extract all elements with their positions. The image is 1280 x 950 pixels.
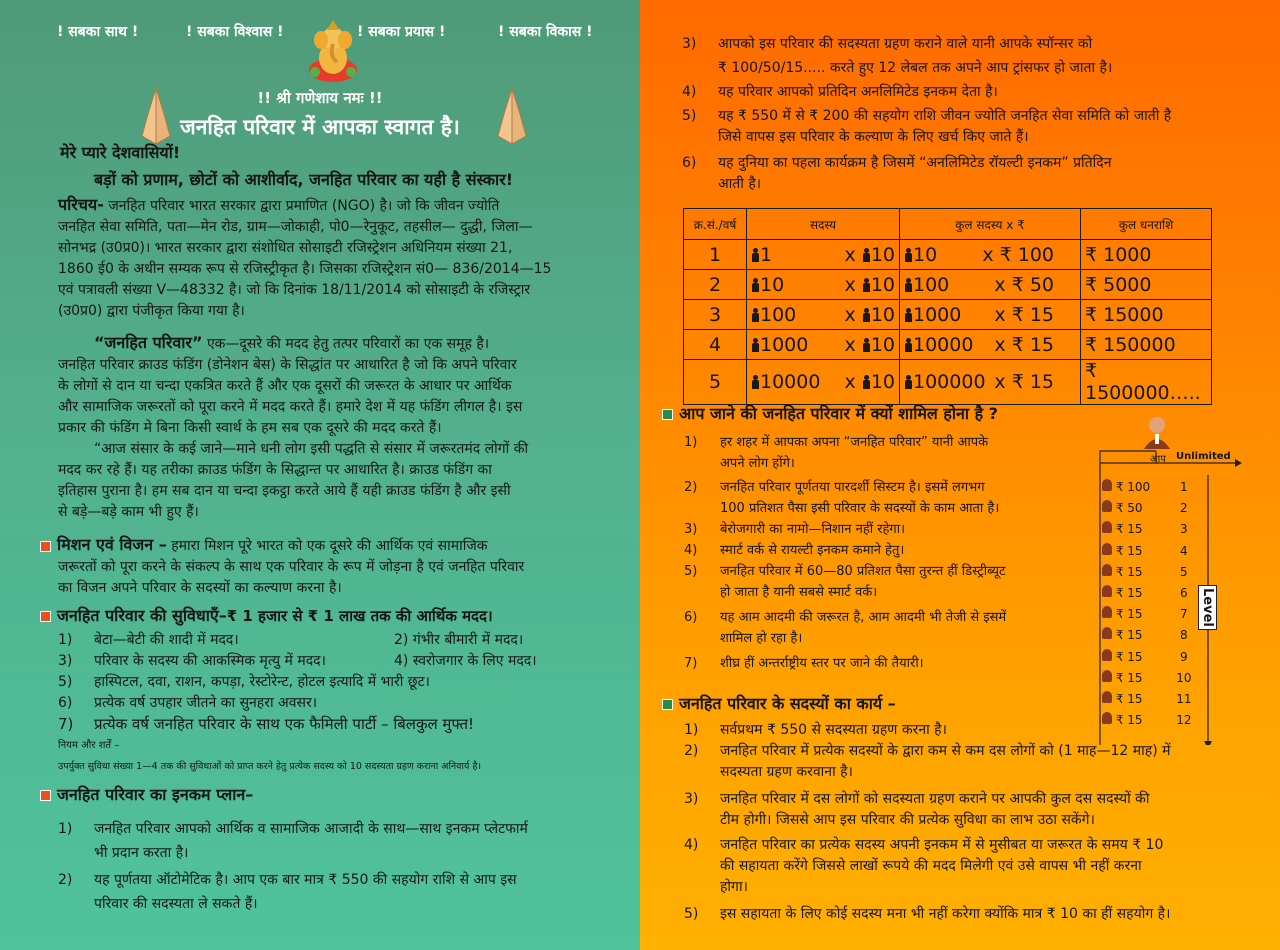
- member-icon: [1102, 670, 1112, 682]
- janhit-section: [58, 332, 610, 523]
- table-cell: 10 x 10: [747, 270, 900, 300]
- user-avatar-icon: [1142, 415, 1172, 449]
- person-icon: [904, 248, 912, 262]
- level-amount: ₹ 15: [1115, 522, 1143, 537]
- table-cell: 2: [684, 270, 747, 300]
- member-icon: [1102, 479, 1112, 491]
- level-row: [1102, 585, 1194, 600]
- list-item: 3) जनहित परिवार में दस लोगों को सदस्यता ग्रहण कराने पर आपकी कुल दस सदस्यों की: [684, 791, 1150, 807]
- member-icon: [1102, 500, 1112, 512]
- list-item: 1) जनहित परिवार आपको आर्थिक व सामाजिक आजादी के साथ—साथ इनकम प्लेटफार्म: [58, 821, 528, 837]
- level-number: 11: [1176, 692, 1192, 706]
- list-item: 2) यह पूर्णतया ऑटोमेटिक है। आप एक बार मात्र ₹ 550 की सहयोग राशि से आप इस: [58, 872, 517, 888]
- list-item: 4) जनहित परिवार का प्रत्येक सदस्य अपनी इनकम में से मुसीबत या जरूरत के समय ₹ 10: [684, 837, 1164, 853]
- greeting: मेरे प्यारे देशवासियों!: [60, 143, 181, 162]
- table-row: [684, 300, 1212, 330]
- member-icon: [1102, 543, 1112, 555]
- level-number: 1: [1180, 480, 1188, 494]
- table-header-row: [684, 209, 1212, 240]
- level-row: [1102, 691, 1194, 706]
- list-item: 3) परिवार के सदस्य की आकस्मिक मृत्यु में मदद। 4) स्वरोजगार के लिए मदद।: [58, 653, 537, 669]
- you-label: आप: [1150, 454, 1166, 465]
- list-item: 3) बेरोजगारी का नामो—निशान नहीं रहेगा।: [684, 522, 906, 537]
- bullet-icon: [40, 790, 51, 801]
- list-item: 2) जनहित परिवार पूर्णतया पारदर्शी सिस्टम है। इसमें लगभग: [684, 480, 985, 495]
- table-cell: 1: [684, 240, 747, 270]
- person-icon: [862, 375, 870, 389]
- level-row: [1102, 564, 1194, 579]
- list-item-cont: अपने लोग होंगे।: [720, 456, 795, 471]
- list-item: 6) यह आम आदमी की जरूरत है, आम आदमी भी तेजी से इसमें: [684, 610, 1007, 625]
- intro-line: 1860 ई0 के अधीन सम्यक रूप से रजिस्ट्रीकृत है। जिसका रजिस्ट्रेशन सं0— 836/2014—15: [58, 261, 552, 277]
- slogan-1: ! सबका साथ !: [57, 24, 139, 40]
- list-item: 1) बेटा—बेटी की शादी में मदद। 2) गंभीर बीमारी में मदद।: [58, 632, 524, 648]
- table-cell: 100 x ₹ 50: [900, 270, 1081, 300]
- janhit-label: “जनहित परिवार”: [94, 333, 203, 352]
- level-diagram: [1090, 415, 1250, 735]
- income-section: [40, 783, 610, 915]
- list-item: 7) प्रत्येक वर्ष जनहित परिवार के साथ एक फैमिली पार्टी – बिलकुल मुफ्त!: [58, 715, 475, 733]
- bullet-icon: [40, 611, 51, 622]
- list-item-cont: भी प्रदान करता है।: [94, 845, 189, 861]
- table-cell: 10 x ₹ 100: [900, 240, 1081, 270]
- bullet-icon: [40, 541, 51, 552]
- mission-label: मिशन एवं विजन –: [57, 535, 167, 554]
- level-amount: ₹ 15: [1115, 713, 1143, 728]
- person-icon: [751, 308, 759, 322]
- person-icon: [862, 248, 870, 262]
- janhit-line: मदद कर रहे हैं। यह तरीका क्राउड फंडिंग के सिद्धान्त पर आधारित है। क्राउड फंडिंग का: [58, 462, 492, 478]
- member-icon: [1102, 564, 1112, 576]
- list-item-cont: जिसे वापस इस परिवार के कल्याण के लिए खर्च किए जाते हैं।: [718, 129, 1029, 145]
- table-cell: 100 x 10: [747, 300, 900, 330]
- table-cell: ₹ 5000: [1081, 270, 1212, 300]
- member-icon: [1102, 649, 1112, 661]
- intro-label: परिचय-: [58, 195, 104, 214]
- list-item-cont: होगा।: [720, 879, 748, 895]
- table-cell: 1 x 10: [747, 240, 900, 270]
- janhit-line: के लोगों से दान या चन्दा एकत्रित करते हैं और एक दूसरों की जरूरत के आधार पर आर्थिक: [58, 378, 512, 394]
- slogan-3: ! सबका प्रयास !: [357, 24, 446, 40]
- why-section: [662, 402, 998, 424]
- work-section: [662, 692, 896, 714]
- motto: बड़ों को प्रणाम, छोटों को आशीर्वाद, जनहित परिवार का यही है संस्कार!: [94, 170, 514, 189]
- intro-line: जनहित सेवा समिति, पता—मेन रोड, ग्राम—जोकाही, पो0—रेनुकूट, तहसील— दुद्धी, जिला—: [58, 219, 533, 235]
- terms-text: उपर्युक्त सुविधा संख्या 1—4 तक की सुविधाओं को प्राप्त करने हेतु प्रत्येक सदस्य को 10 सदस्यता ग्रहण कराना अनिवार्य है।: [58, 761, 482, 772]
- person-icon: [862, 308, 870, 322]
- list-item-cont: सदस्यता ग्रहण करवाना है।: [720, 764, 853, 780]
- list-item-cont: आती है।: [718, 176, 762, 192]
- intro-line: एवं पत्रावली संख्या V—48332 है। जो कि दिनांक 18/11/2014 को सोसाइटी के रजिस्ट्रार: [58, 282, 531, 298]
- level-number: 3: [1180, 522, 1188, 537]
- level-amount: ₹ 15: [1115, 649, 1143, 664]
- list-item: 3) आपको इस परिवार की सदस्यता ग्रहण कराने वाले यानी आपके स्पॉन्सर को: [682, 36, 1093, 52]
- level-row: [1102, 479, 1194, 494]
- why-list: [684, 432, 1084, 674]
- facilities-sub: ₹ 1 हजार से ₹ 1 लाख तक की आर्थिक मदद।: [226, 607, 493, 625]
- mission-line: हमारा मिशन पूरे भारत को एक दूसरे की आर्थिक एवं सामाजिक: [171, 538, 488, 554]
- list-item: 6) यह दुनिया का पहला कार्यक्रम है जिसमें “अनलिमिटेड रॉयल्टी इनकम” प्रतिदिन: [682, 155, 1112, 171]
- janhit-line: इतिहास पुराना है। हम सब दान या चन्दा इकट्ठा करते आये हैं यही क्राउड फंडिंग है और इसी: [58, 483, 511, 499]
- bullet-icon: [662, 699, 673, 710]
- table-cell: ₹ 1000: [1081, 240, 1212, 270]
- list-item-cont: टीम होगी। जिससे आप इस परिवार की प्रत्येक सुविधा का लाभ उठा सकेंगे।: [720, 812, 1095, 828]
- janhit-line: से बड़े—बड़े काम भी हुए हैं।: [58, 504, 199, 520]
- list-item: 5) इस सहायता के लिए कोई सदस्य मना भी नहीं करेगा क्योंकि मात्र ₹ 10 का हीं सहयोग है।: [684, 906, 1171, 922]
- person-icon: [862, 278, 870, 292]
- intro-line: (उ0प्र0) द्वारा पंजीकृत किया गया है।: [58, 303, 245, 319]
- person-icon: [751, 248, 759, 262]
- person-icon: [904, 278, 912, 292]
- intro-section: [58, 194, 610, 322]
- level-amount: ₹ 15: [1115, 628, 1143, 643]
- level-number: 8: [1180, 628, 1188, 643]
- member-icon: [1102, 585, 1112, 597]
- ganesha-icon: [307, 18, 359, 84]
- mission-line: जरूरतों को पूरा करने के संकल्प के साथ एक परिवार के रूप में जोड़ना है एवं जनहित परिवार: [58, 559, 525, 575]
- income-continued: [682, 34, 1262, 195]
- table-cell: 4: [684, 330, 747, 360]
- level-number: 2: [1180, 501, 1188, 516]
- level-row: [1102, 649, 1194, 664]
- table-cell: 5: [684, 360, 747, 405]
- member-icon: [1102, 691, 1112, 703]
- level-amount: ₹ 15: [1115, 564, 1143, 579]
- person-icon: [904, 375, 912, 389]
- level-number: 12: [1176, 713, 1192, 728]
- work-list: [684, 720, 1244, 925]
- level-amount: ₹ 15: [1115, 692, 1143, 706]
- list-item-cont: ₹ 100/50/15..... करते हुए 12 लेबल तक अपने आप ट्रांसफर हो जाता है।: [718, 60, 1113, 76]
- bullet-icon: [662, 409, 673, 420]
- level-amount: ₹ 15: [1115, 543, 1143, 558]
- level-row: [1102, 606, 1194, 621]
- work-label: जनहित परिवार के सदस्यों का कार्य –: [679, 694, 896, 713]
- level-number: 10: [1176, 670, 1192, 685]
- level-number: 4: [1180, 543, 1188, 558]
- facilities-label: जनहित परिवार की सुविधाएँ–: [57, 606, 227, 625]
- list-item-cont: शामिल हो रहा है।: [720, 631, 803, 646]
- level-row: [1102, 670, 1194, 685]
- level-amount: ₹ 15: [1115, 607, 1143, 622]
- table-row: [684, 240, 1212, 270]
- table-row: [684, 330, 1212, 360]
- level-row: [1102, 627, 1194, 642]
- table-header: कुल धनराशि: [1081, 209, 1212, 240]
- janhit-line: और सामाजिक जरूरतों को पूरा करने में मदद करते हैं। हमारे देश में यह फंडिंग लीगल है। इस: [58, 399, 523, 415]
- list-item: 4) यह परिवार आपको प्रतिदिन अनलिमिटेड इनकम देता है।: [682, 84, 998, 100]
- table-cell: 10000 x ₹ 15: [900, 330, 1081, 360]
- member-icon: [1102, 627, 1112, 639]
- table-row: [684, 360, 1212, 405]
- invocation: !! श्री गणेशाय नमः !!: [257, 89, 383, 107]
- list-item: 6) प्रत्येक वर्ष उपहार जीतने का सुनहरा अवसर।: [58, 695, 318, 711]
- table-cell: 10000 x 10: [747, 360, 900, 405]
- terms-label: नियम और शर्तें –: [58, 740, 120, 751]
- level-amount: ₹ 100: [1115, 480, 1151, 494]
- list-item: 4) स्मार्ट वर्क से रायल्टी इनकम कमाने हेतु।: [684, 543, 905, 558]
- list-item: 5) जनहित परिवार में 60—80 प्रतिशत पैसा तुरन्त हीं डिस्ट्रीब्यूट: [684, 564, 1006, 579]
- slogan-2: ! सबका विश्वास !: [186, 24, 284, 40]
- income-label: जनहित परिवार का इनकम प्लान–: [57, 785, 254, 804]
- facilities-section: [40, 604, 610, 772]
- list-item: 2) जनहित परिवार में प्रत्येक सदस्यों के द्वारा कम से कम दस लोगों को (1 माह—12 माह) में: [684, 743, 1171, 759]
- level-number: 9: [1180, 649, 1188, 664]
- table-cell: 1000 x 10: [747, 330, 900, 360]
- person-icon: [904, 338, 912, 352]
- unlimited-label: Unlimited: [1176, 451, 1231, 462]
- mission-line: का विजन अपने परिवार के सदस्यों का कल्याण करना है।: [58, 580, 342, 596]
- mission-section: [40, 534, 610, 599]
- level-row: [1102, 521, 1194, 536]
- table-cell: ₹ 15000: [1081, 300, 1212, 330]
- table-header: कुल सदस्य x ₹: [900, 209, 1081, 240]
- level-number: 7: [1180, 607, 1188, 622]
- list-item-cont: 100 प्रतिशत पैसा इसी परिवार के सदस्यों के काम आता है।: [720, 501, 1000, 516]
- table-cell: ₹ 150000: [1081, 330, 1212, 360]
- welcome-title: जनहित परिवार में आपका स्वागत है।: [180, 115, 460, 139]
- list-item: 1) सर्वप्रथम ₹ 550 से सदस्यता ग्रहण करना है।: [684, 722, 947, 738]
- level-row: [1102, 500, 1194, 515]
- janhit-line: प्रकार की फंडिंग मे बिना किसी स्वार्थ के हम सब एक दूसरे की मदद करते हैं।: [58, 420, 442, 436]
- table-cell: 1000 x ₹ 15: [900, 300, 1081, 330]
- level-label: Level: [1198, 585, 1217, 630]
- level-number: 5: [1180, 564, 1188, 579]
- person-icon: [751, 278, 759, 292]
- income-table: [683, 208, 1212, 405]
- member-icon: [1102, 606, 1112, 618]
- table-header: सदस्य: [747, 209, 900, 240]
- janhit-line: जनहित परिवार क्राउड फंडिंग (डोनेशन बेस) के सिद्धांत पर आधारित है जो कि अपने परिवार: [58, 357, 517, 373]
- level-amount: ₹ 50: [1115, 501, 1143, 516]
- level-amount: ₹ 15: [1115, 670, 1143, 685]
- list-item-cont: परिवार की सदस्यता ले सकते हैं।: [94, 896, 258, 912]
- list-item: 7) शीघ्र हीं अन्तर्राष्ट्रीय स्तर पर जाने की तैयारी।: [684, 656, 924, 671]
- list-item: 5) हास्पिटल, दवा, राशन, कपड़ा, रेस्टोरेन्ट, होटल इत्यादि में भारी छूट।: [58, 674, 430, 690]
- member-icon: [1102, 521, 1112, 533]
- table-cell: 100000 x ₹ 15: [900, 360, 1081, 405]
- list-item: 5) यह ₹ 550 में से ₹ 200 की सहयोग राशि जीवन ज्योति जनहित सेवा समिति को जाती है: [682, 108, 1172, 124]
- list-item: 1) हर शहर में आपका अपना “जनहित परिवार” यानी आपके: [684, 435, 989, 450]
- level-row: [1102, 543, 1194, 558]
- person-icon: [862, 338, 870, 352]
- janhit-line: एक—दूसरे की मदद हेतु तत्पर परिवारों का एक समूह है।: [206, 336, 490, 352]
- list-item-cont: हो जाता है यानी सबसे स्मार्ट वर्क।: [720, 585, 878, 600]
- intro-line: जनहित परिवार भारत सरकार द्वारा प्रमाणित (NGO) है। जो कि जीवन ज्योति: [108, 198, 500, 214]
- table-row: [684, 270, 1212, 300]
- level-number: 6: [1180, 586, 1188, 600]
- table-cell: 3: [684, 300, 747, 330]
- intro-line: सोनभद्र (उ0प्र0)। भारत सरकार द्वारा संशोधित सोसाइटी रजिस्ट्रेशन अधिनियम संख्या 21,: [58, 240, 513, 256]
- person-icon: [751, 375, 759, 389]
- person-icon: [904, 308, 912, 322]
- table-header: क्र.सं./वर्ष: [684, 209, 747, 240]
- person-icon: [751, 338, 759, 352]
- level-amount: ₹ 15: [1115, 586, 1143, 600]
- list-item-cont: की सहायता करेंगे जिससे लाखों रूपये की मदद मिलेगी एवं उसे वापस भी नहीं करना: [720, 858, 1142, 874]
- janhit-line: “आज संसार के कई जाने—माने धनी लोग इसी पद्धति से संसार में जरूरतमंद लोगों की: [94, 441, 529, 457]
- slogan-4: ! सबका विकास !: [498, 24, 593, 40]
- why-label: आप जाने की जनहित परिवार में क्यों शामिल होना है ?: [679, 404, 998, 423]
- table-cell: ₹ 1500000…..: [1081, 360, 1212, 405]
